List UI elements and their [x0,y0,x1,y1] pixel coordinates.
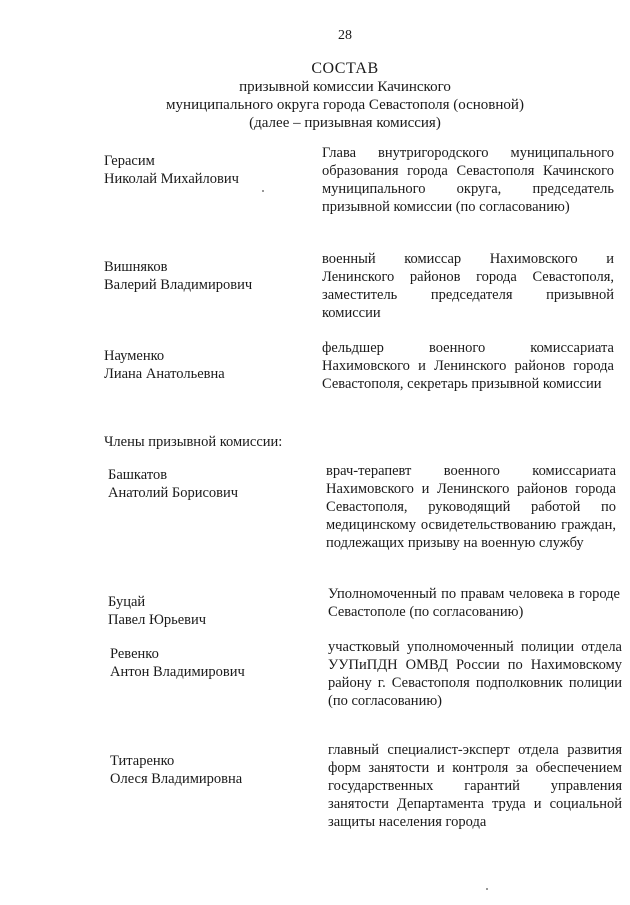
scan-artifact [486,888,488,890]
member-role: военный комиссар Нахимовского и Ленинского районов города Севастополя, заместитель председателя призывной комиссии [322,251,614,321]
member-name [104,347,304,383]
member-surname: Титаренко [110,753,175,769]
member-given-names: Олеся Владимировна [110,771,243,787]
member-role: участковый уполномоченный полиции отдела УУПиПДН ОМВД России по Нахимовскому району г. Севастополя подполковник полиции (по согласованию) [328,639,622,709]
member-given-names: Павел Юрьевич [108,612,207,628]
member-surname: Науменко [104,348,165,364]
member-given-names: Лиана Анатольевна [104,366,225,382]
member-name [108,466,308,502]
header-line-1: призывной комиссии Качинского [239,79,451,95]
member-given-names: Николай Михайлович [104,171,239,187]
member-name [108,593,308,629]
member-surname: Башкатов [108,467,168,483]
header-line-3: (далее – призывная комиссия) [249,115,441,131]
member-surname: Герасим [104,153,155,169]
member-surname: Вишняков [104,259,168,275]
members-section-label: Члены призывной комиссии: [104,434,283,450]
member-role: фельдшер военного комиссариата Нахимовского и Ленинского районов города Севастополя, секретарь призывной комиссии [322,340,614,392]
member-name [110,752,310,788]
member-name [104,258,304,294]
member-surname: Ревенко [110,646,159,662]
member-surname: Буцай [108,594,146,610]
member-role: Глава внутригородского муниципального образования города Севастополя Качинского муниципального округа, председатель призывной комиссии (по согласованию) [322,145,614,215]
member-name [104,152,304,188]
scan-artifact [262,190,264,192]
member-given-names: Антон Владимирович [110,664,245,680]
member-given-names: Валерий Владимирович [104,277,253,293]
page-number: 28 [338,28,352,43]
document-header [0,60,630,132]
member-role: главный специалист-эксперт отдела развития форм занятости и контроля за обеспечением государственных гарантий управления занятости Департамента труда и социальной защиты населения города [328,742,622,830]
member-given-names: Анатолий Борисович [108,485,239,501]
member-name [110,645,310,681]
document-title: СОСТАВ [311,60,379,77]
member-role: врач-терапевт военного комиссариата Нахимовского и Ленинского районов города Севастополя, руководящий работой по медицинскому освидетельствованию граждан, подлежащих призыву на военную службу [326,463,616,551]
member-role: Уполномоченный по правам человека в городе Севастополе (по согласованию) [328,586,620,620]
header-line-2: муниципального округа города Севастополя (основной) [166,97,524,113]
